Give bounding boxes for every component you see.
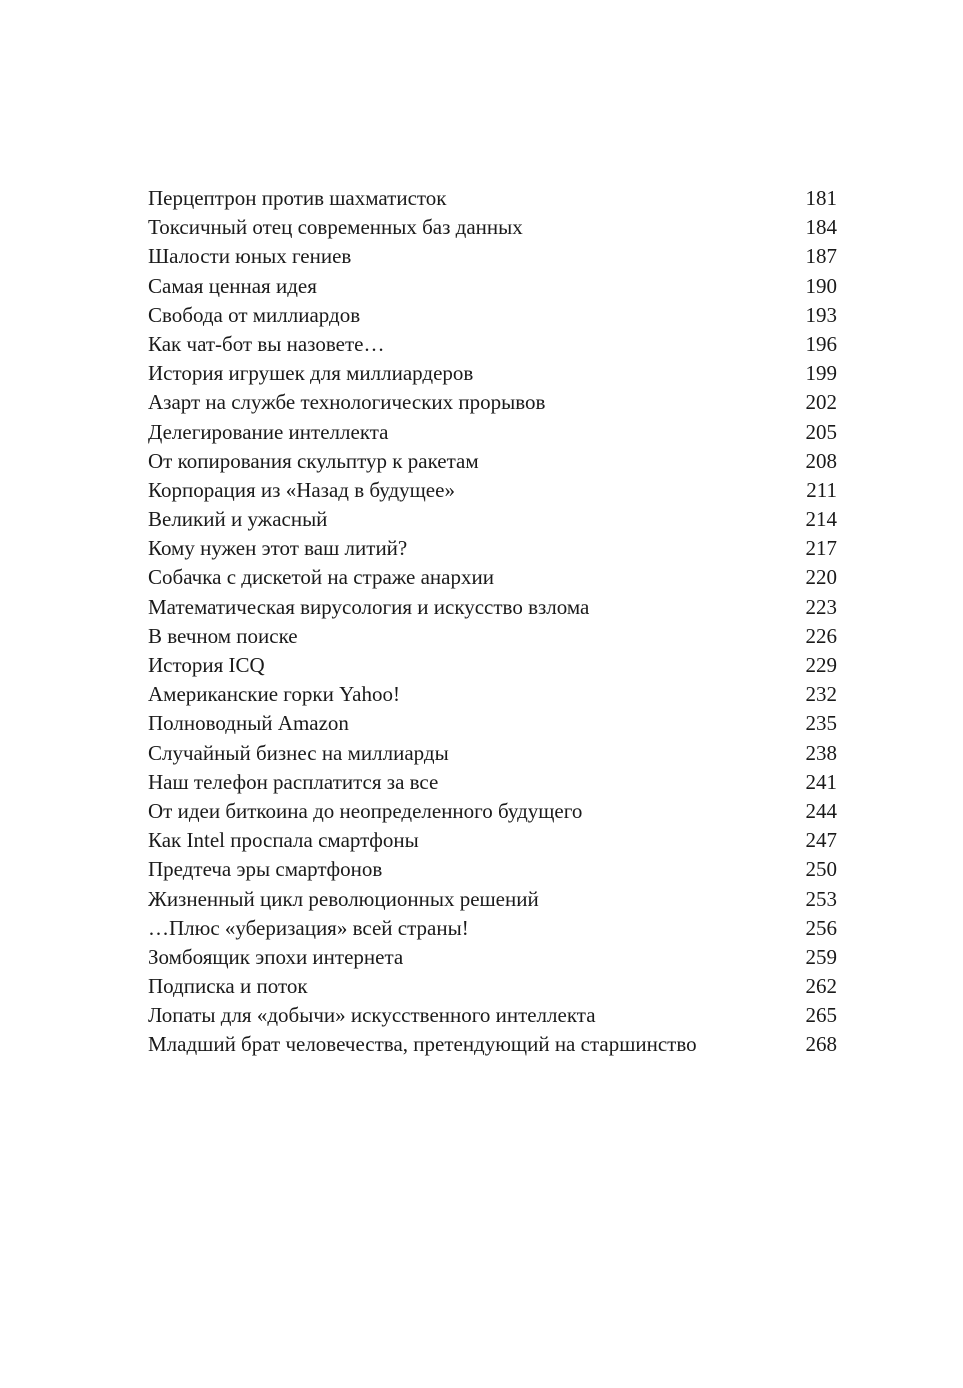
toc-entry-page: 211 [806, 477, 837, 502]
toc-entry-title: …Плюс «уберизация» всей страны! [148, 915, 469, 940]
toc-entry[interactable] [148, 622, 837, 651]
toc-entry[interactable] [148, 505, 837, 534]
toc-entry-title: Американские горки Yahoo! [148, 682, 400, 707]
toc-entry[interactable] [148, 593, 837, 622]
toc-entry-title: Перцептрон против шахматисток [148, 186, 447, 210]
toc-entry-title: Зомбоящик эпохи интернета [148, 944, 404, 969]
toc-entry-page: 226 [805, 623, 837, 648]
toc-entry[interactable] [148, 534, 837, 563]
toc-entry-page: 199 [805, 361, 837, 386]
toc-entry-page: 253 [805, 886, 837, 911]
toc-entry-title: Делегирование интеллекта [148, 419, 389, 444]
toc-entry[interactable] [148, 213, 837, 242]
toc-entry-page: 265 [805, 1003, 837, 1028]
toc-entry[interactable] [148, 1001, 837, 1030]
toc-entry-page: 205 [805, 419, 837, 444]
toc-entry-page: 223 [805, 594, 837, 619]
toc-entry[interactable] [148, 914, 837, 943]
table-of-contents [148, 184, 837, 1060]
toc-entry-title: История ICQ [148, 653, 265, 677]
toc-entry-title: Великий и ужасный [148, 507, 328, 532]
toc-entry[interactable] [148, 242, 837, 271]
toc-entry[interactable] [148, 1030, 837, 1059]
toc-entry-page: 229 [805, 653, 837, 677]
toc-entry-page: 250 [805, 857, 837, 882]
toc-entry-page: 256 [805, 915, 837, 940]
toc-entry-page: 232 [805, 682, 837, 707]
toc-entry[interactable] [148, 447, 837, 476]
toc-entry-title: Как чат-бот вы назовете… [148, 331, 385, 356]
toc-entry[interactable] [148, 418, 837, 447]
toc-entry-page: 187 [805, 244, 837, 269]
toc-entry-title: Самая ценная идея [148, 273, 317, 298]
toc-entry-page: 214 [805, 507, 837, 532]
toc-entry-title: От идеи биткоина до неопределенного будущего [148, 798, 583, 823]
toc-entry-title: Подписка и поток [148, 974, 308, 999]
toc-entry-title: Случайный бизнес на миллиарды [148, 740, 449, 765]
toc-entry-page: 217 [805, 536, 837, 561]
toc-entry[interactable] [148, 651, 837, 680]
toc-entry-title: В вечном поиске [148, 623, 298, 648]
toc-entry[interactable] [148, 330, 837, 359]
toc-entry[interactable] [148, 943, 837, 972]
toc-entry-title: От копирования скульптур к ракетам [148, 448, 479, 473]
toc-entry[interactable] [148, 359, 837, 388]
toc-entry-page: 181 [805, 186, 837, 210]
toc-entry[interactable] [148, 563, 837, 592]
toc-entry-title: Младший брат человечества, претендующий на старшинство [148, 1032, 697, 1057]
toc-entry-page: 202 [805, 390, 837, 415]
toc-entry-page: 244 [805, 798, 837, 823]
toc-entry[interactable] [148, 885, 837, 914]
toc-entry-title: Жизненный цикл революционных решений [148, 886, 539, 911]
toc-entry-page: 220 [805, 565, 837, 590]
toc-entry-title: Наш телефон расплатится за все [148, 769, 439, 794]
toc-entry[interactable] [148, 739, 837, 768]
toc-entry-title: Токсичный отец современных баз данных [148, 215, 523, 240]
toc-entry-page: 190 [805, 273, 837, 298]
toc-entry[interactable] [148, 680, 837, 709]
toc-entry[interactable] [148, 476, 837, 505]
toc-entry[interactable] [148, 972, 837, 1001]
toc-entry-title: Корпорация из «Назад в будущее» [148, 477, 455, 502]
toc-entry-title: Как Intel проспала смартфоны [148, 828, 419, 853]
toc-entry-title: Предтеча эры смартфонов [148, 857, 383, 882]
toc-entry-title: Собачка с дискетой на страже анархии [148, 565, 494, 590]
toc-entry-page: 196 [805, 331, 837, 356]
toc-entry-title: Лопаты для «добычи» искусственного интеллекта [148, 1003, 596, 1028]
toc-entry-title: Шалости юных гениев [148, 244, 352, 269]
toc-entry-title: Математическая вирусология и искусство взлома [148, 594, 590, 619]
toc-entry-page: 268 [805, 1032, 837, 1057]
toc-entry-title: Полноводный Amazon [148, 711, 349, 736]
toc-entry-page: 241 [805, 769, 837, 794]
toc-entry-page: 259 [805, 944, 837, 969]
toc-entry-page: 193 [805, 302, 837, 327]
toc-entry-page: 238 [805, 740, 837, 765]
toc-entry-page: 247 [805, 828, 837, 853]
toc-entry-title: Азарт на службе технологических прорывов [148, 390, 546, 415]
toc-entry-page: 208 [805, 448, 837, 473]
toc-entry[interactable] [148, 826, 837, 855]
toc-entry[interactable] [148, 301, 837, 330]
toc-entry-page: 184 [805, 215, 837, 240]
toc-entry-title: История игрушек для миллиардеров [148, 361, 474, 386]
toc-entry[interactable] [148, 388, 837, 417]
toc-entry-title: Свобода от миллиардов [148, 302, 361, 327]
toc-entry[interactable] [148, 768, 837, 797]
toc-entry[interactable] [148, 272, 837, 301]
toc-entry[interactable] [148, 797, 837, 826]
toc-entry[interactable] [148, 184, 837, 213]
toc-entry-page: 262 [805, 974, 837, 999]
toc-entry[interactable] [148, 709, 837, 738]
toc-entry-page: 235 [805, 711, 837, 736]
toc-entry[interactable] [148, 855, 837, 884]
toc-entry-title: Кому нужен этот ваш литий? [148, 536, 408, 561]
